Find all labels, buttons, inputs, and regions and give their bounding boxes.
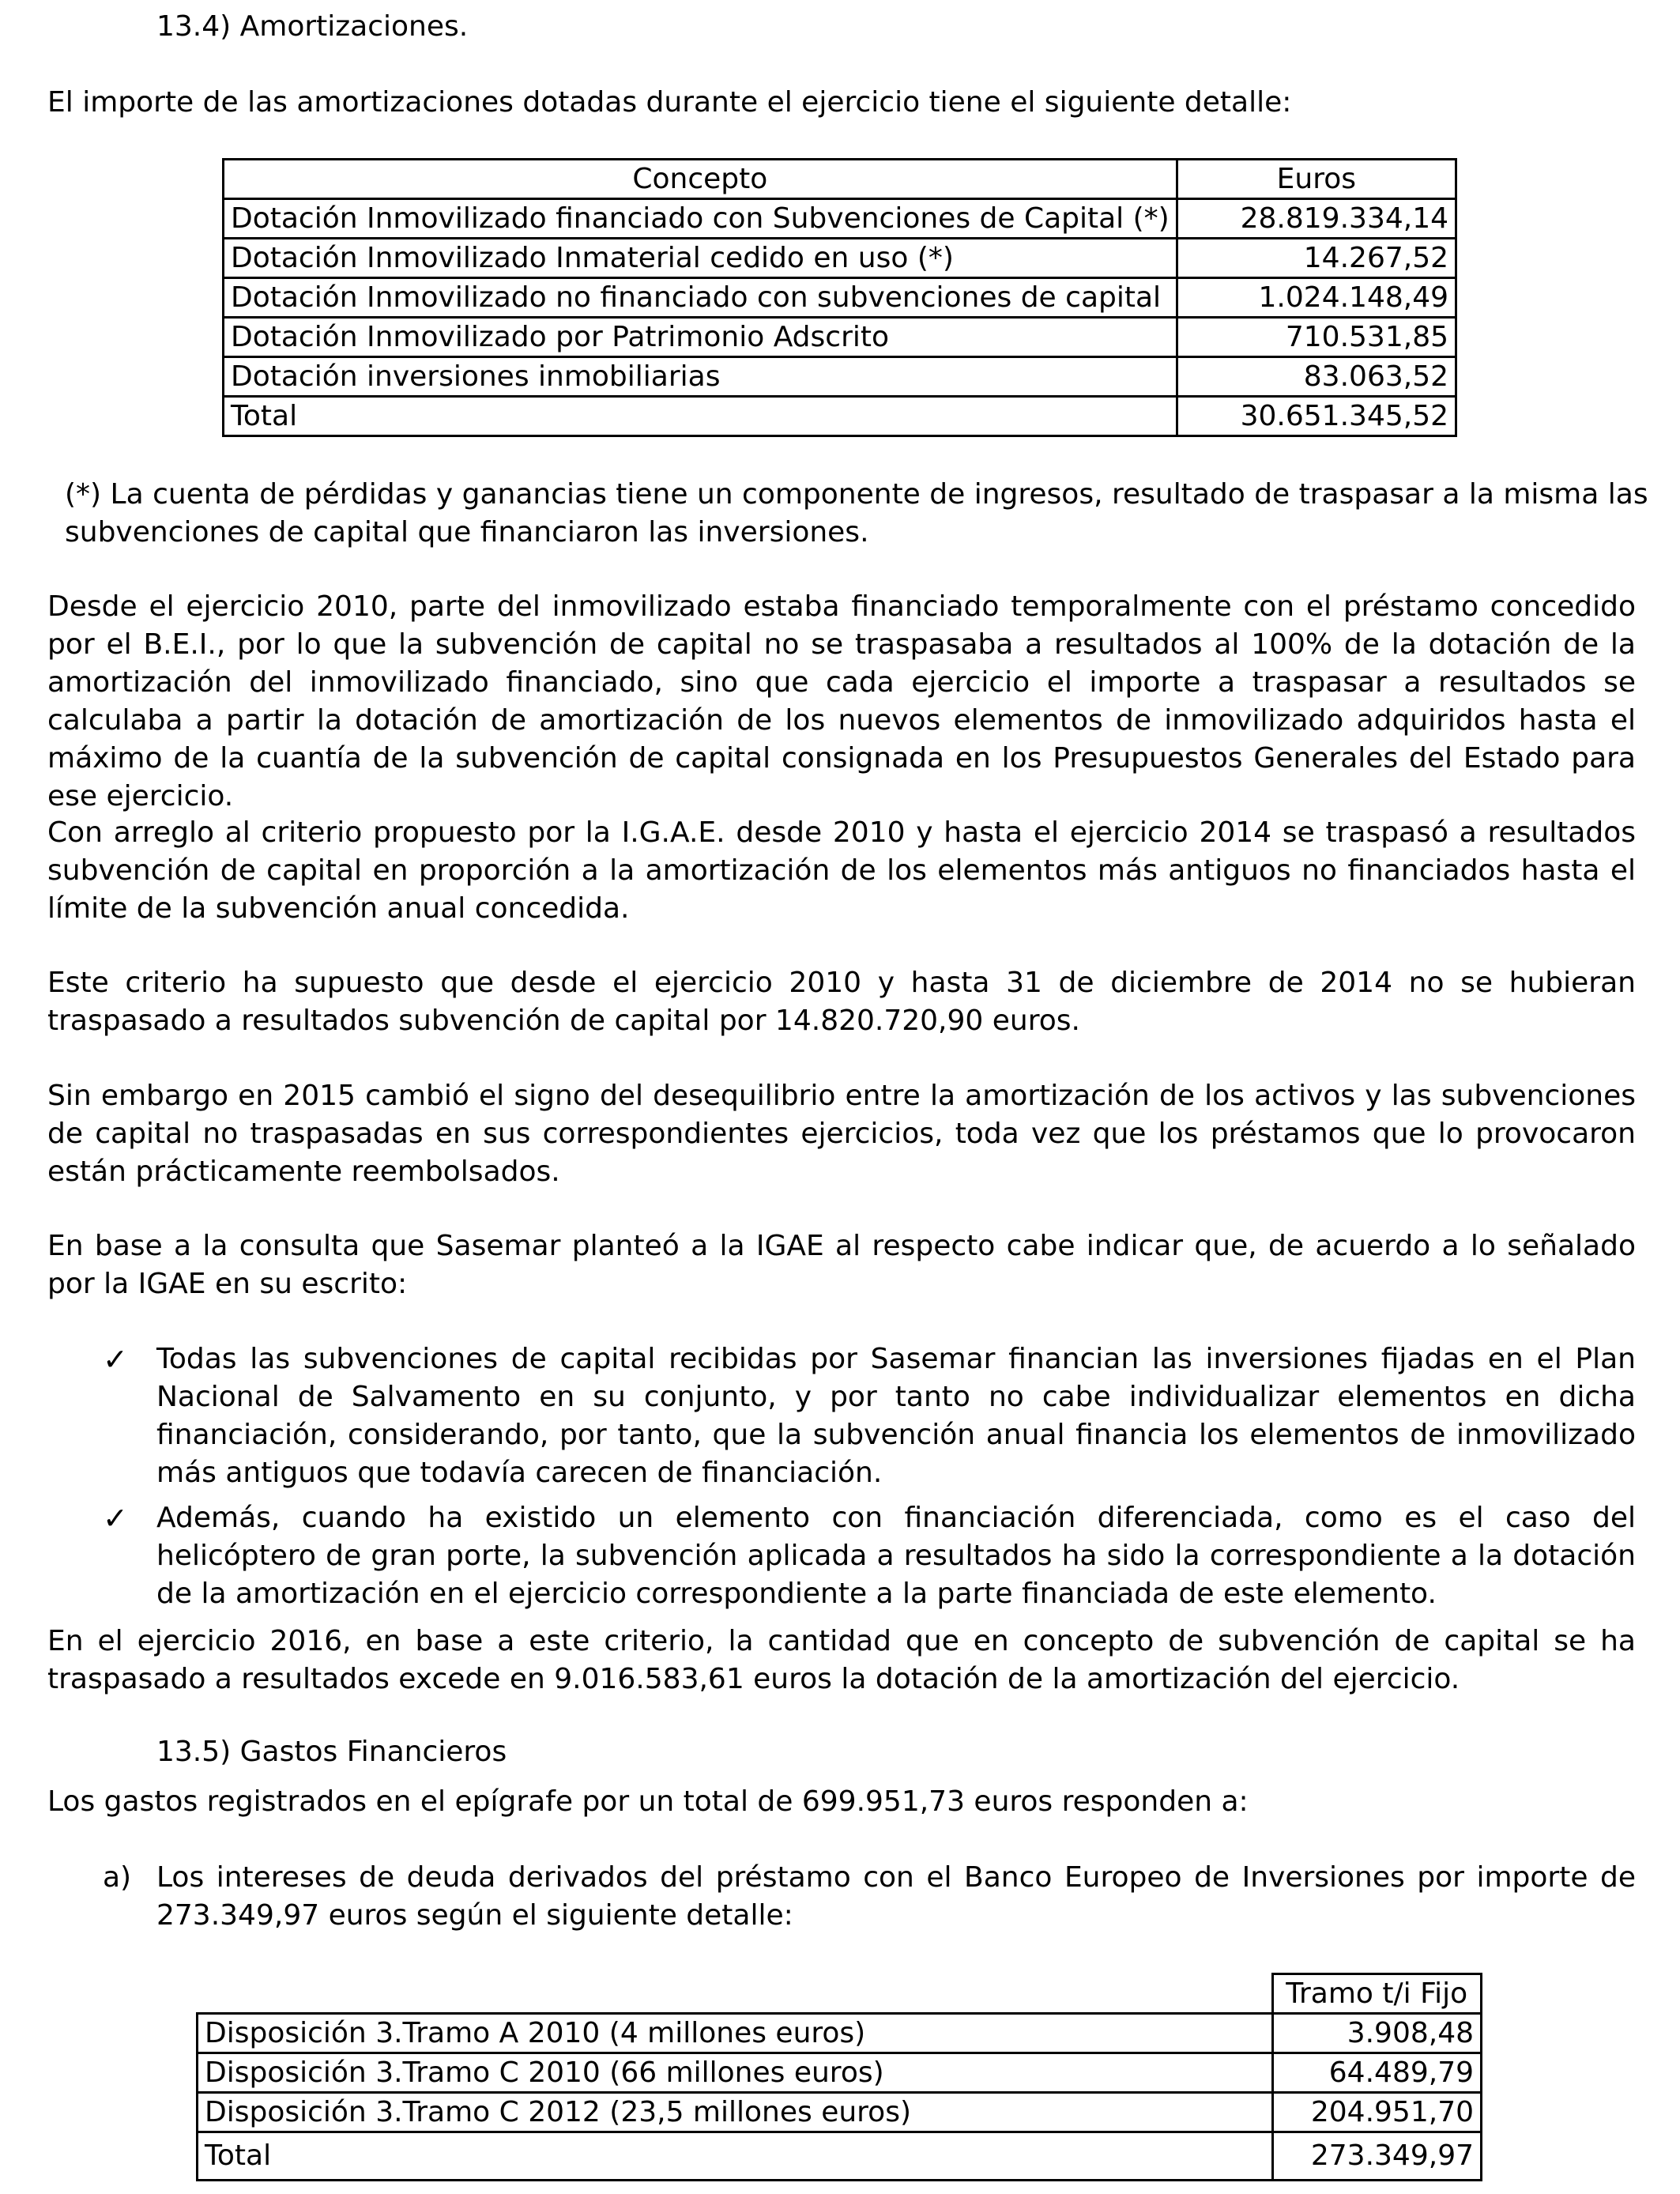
table-total-row [198, 2132, 1482, 2181]
row-concepto: Dotación inversiones inmobiliarias [224, 357, 1177, 397]
header-concepto: Concepto [224, 160, 1177, 199]
total-label: Total [198, 2132, 1273, 2181]
table-row [198, 2053, 1482, 2093]
row-concepto: Dotación Inmovilizado financiado con Subvenciones de Capital (*) [224, 199, 1177, 239]
total-label: Total [224, 397, 1177, 436]
row-euros: 83.063,52 [1177, 357, 1456, 397]
table-row [224, 199, 1456, 239]
amortizaciones-table [222, 158, 1457, 437]
row-importe: 204.951,70 [1272, 2093, 1482, 2132]
table-header-row [224, 160, 1456, 199]
table-header-row [198, 1974, 1482, 2014]
section-heading-gastos-financieros: 13.5) Gastos Financieros [156, 1736, 507, 1768]
table-row [224, 239, 1456, 278]
paragraph-bei: Desde el ejercicio 2010, parte del inmovilizado estaba financiado temporalmente con el préstamo concedido por el B.E.I., por lo que la subvención de capital no se traspasaba a resultados al 100% de la dotación de la amortización del inmovilizado financiado, sino que cada ejercicio el importe a traspasar a resultados se calculaba a partir la dotación de amortización de los nuevos elementos de inmovilizado adquiridos hasta el máximo de la cuantía de la subvención de capital consignada en los Presupuestos Generales del Estado para ese ejercicio. [47, 590, 1636, 812]
paragraph-consulta: En base a la consulta que Sasemar planteó a la IGAE al respecto cabe indicar que, de acuerdo a lo señalado por la IGAE en su escrito: [47, 1230, 1636, 1300]
table-row [198, 2014, 1482, 2053]
table-row [224, 278, 1456, 318]
check-icon: ✓ [103, 1501, 128, 1536]
amortizaciones-intro: El importe de las amortizaciones dotadas durante el ejercicio tiene el siguiente detalle: [47, 86, 1292, 119]
bullet-item-2: Además, cuando ha existido un elemento con financiación diferenciada, como es el caso del helicóptero de gran porte, la subvención aplicada a resultados ha sido la correspondiente a la dotación de la amortización en el ejercicio correspondiente a la parte financiada de este elemento. [156, 1502, 1636, 1610]
intereses-table [196, 1973, 1482, 2181]
row-euros: 28.819.334,14 [1177, 199, 1456, 239]
row-concepto: Dotación Inmovilizado por Patrimonio Adscrito [224, 318, 1177, 357]
item-a-label: a) [103, 1861, 132, 1894]
header-empty [198, 1974, 1273, 2014]
header-euros: Euros [1177, 160, 1456, 199]
total-value: 273.349,97 [1272, 2132, 1482, 2181]
check-icon: ✓ [103, 1342, 128, 1377]
paragraph-igae-criterio: Con arreglo al criterio propuesto por la I.G.A.E. desde 2010 y hasta el ejercicio 2014 se traspasó a resultados subvención de capital en proporción a la amortización de los elementos más antiguos no financiados hasta el límite de la subvención anual concedida. [47, 816, 1636, 925]
section-heading-amortizaciones: 13.4) Amortizaciones. [156, 10, 469, 43]
row-euros: 14.267,52 [1177, 239, 1456, 278]
row-disposicion: Disposición 3.Tramo C 2012 (23,5 millones euros) [198, 2093, 1273, 2132]
row-importe: 3.908,48 [1272, 2014, 1482, 2053]
row-euros: 710.531,85 [1177, 318, 1456, 357]
row-euros: 1.024.148,49 [1177, 278, 1456, 318]
row-importe: 64.489,79 [1272, 2053, 1482, 2093]
table-row [224, 357, 1456, 397]
header-tramo-fijo: Tramo t/i Fijo [1272, 1974, 1482, 2014]
bullet-item-1: Todas las subvenciones de capital recibidas por Sasemar financian las inversiones fijadas en el Plan Nacional de Salvamento en su conjunto, y por tanto no cabe individualizar elementos en dicha financiación, considerando, por tanto, que la subvención anual financia los elementos de inmovilizado más antiguos que todavía carecen de financiación. [156, 1343, 1636, 1489]
paragraph-2016: En el ejercicio 2016, en base a este criterio, la cantidad que en concepto de subvención de capital se ha traspasado a resultados excede en 9.016.583,61 euros la dotación de la amortización del ejercicio. [47, 1625, 1636, 1695]
footnote-line-1: (*) La cuenta de pérdidas y ganancias tiene un componente de ingresos, resultado de traspasar a la misma las [65, 478, 1648, 511]
paragraph-criterio-supuesto: Este criterio ha supuesto que desde el ejercicio 2010 y hasta 31 de diciembre de 2014 no se hubieran traspasado a resultados subvención de capital por 14.820.720,90 euros. [47, 967, 1636, 1037]
footnote-line-2: subvenciones de capital que financiaron las inversiones. [65, 516, 869, 548]
table-row [224, 318, 1456, 357]
row-concepto: Dotación Inmovilizado Inmaterial cedido en uso (*) [224, 239, 1177, 278]
row-disposicion: Disposición 3.Tramo C 2010 (66 millones euros) [198, 2053, 1273, 2093]
paragraph-2015: Sin embargo en 2015 cambió el signo del desequilibrio entre la amortización de los activos y las subvenciones de capital no traspasadas en sus correspondientes ejercicios, toda vez que los préstamos que lo provocaron están prácticamente reembolsados. [47, 1080, 1636, 1188]
row-concepto: Dotación Inmovilizado no financiado con subvenciones de capital [224, 278, 1177, 318]
table-row [198, 2093, 1482, 2132]
table-total-row [224, 397, 1456, 436]
total-value: 30.651.345,52 [1177, 397, 1456, 436]
row-disposicion: Disposición 3.Tramo A 2010 (4 millones euros) [198, 2014, 1273, 2053]
gastos-intro: Los gastos registrados en el epígrafe por un total de 699.951,73 euros responden a: [47, 1785, 1249, 1818]
item-a-text: Los intereses de deuda derivados del préstamo con el Banco Europeo de Inversiones por importe de 273.349,97 euros según el siguiente detalle: [156, 1861, 1636, 1932]
